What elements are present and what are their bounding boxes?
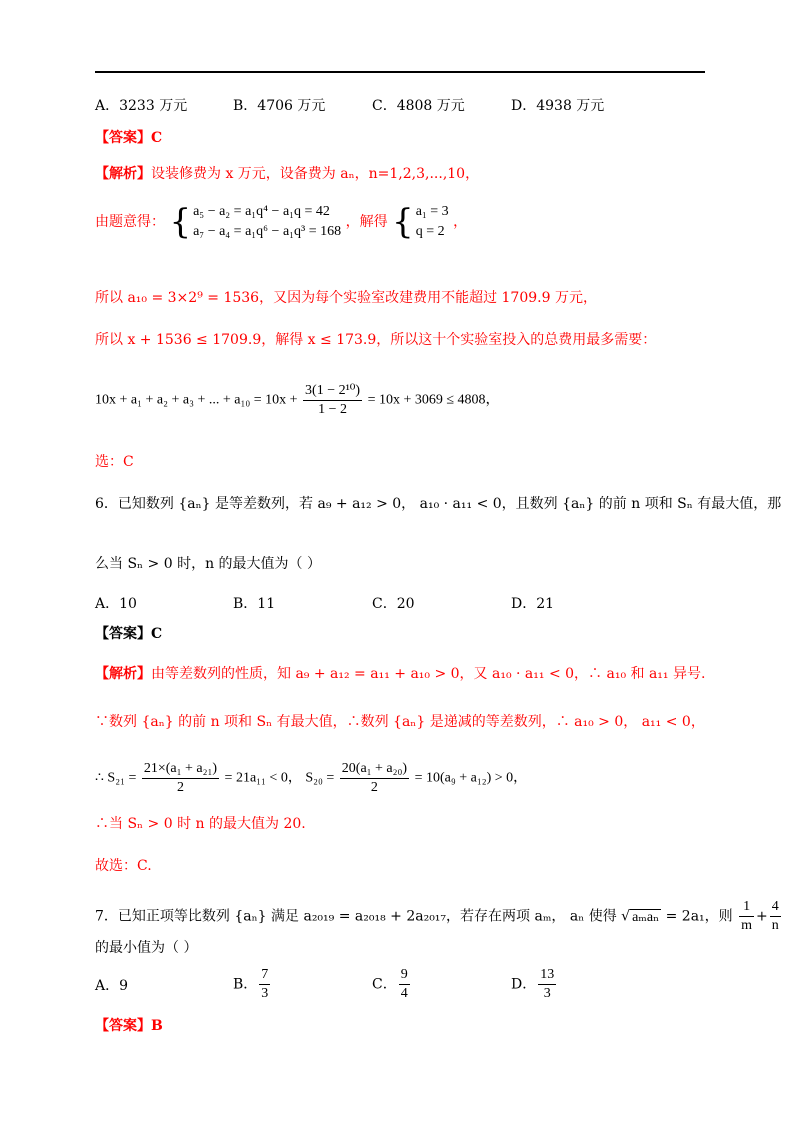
q5-system-2a: a₁ = 3 [415, 204, 449, 219]
fraction-denominator: 1 − 2 [318, 402, 347, 417]
fraction-denominator: 2 [370, 780, 378, 795]
q6-analysis-4: ∴当 Sₙ > 0 时 n 的最大值为 20. [95, 816, 306, 832]
q5-system-1 [193, 202, 341, 242]
q5-system-2b: q = 2 [415, 224, 445, 239]
fraction-numerator: 4 [770, 898, 781, 917]
q6-analysis-3a-post: = 21a₁₁ < 0， [224, 770, 302, 786]
q6-s20-fraction [340, 760, 409, 797]
fraction-numerator: 1 [739, 898, 754, 917]
q7-option-b-fraction [259, 966, 270, 1003]
q7-option-d-fraction [538, 966, 556, 1003]
q5-option-a: A．3233 万元 [95, 98, 188, 114]
fraction-numerator: 13 [538, 966, 556, 985]
q5-option-d: D．4938 万元 [511, 98, 605, 114]
q5-analysis-4: 所以 x + 1536 ≤ 1709.9，解得 x ≤ 173.9，所以这十个实验室投入的总费用最多需要： [95, 332, 657, 348]
q7-stem-1-pre: 7．已知正项等比数列 {aₙ} 满足 a₂₀₁₉ = a₂₀₁₈ + 2a₂₀₁₇，若存在两项 aₘ， aₙ 使得 [95, 908, 617, 925]
q5-option-c: C．4808 万元 [372, 98, 465, 114]
fraction-numerator: 21×(a₁ + a₂₁) [142, 760, 219, 779]
fraction-denominator: 3 [543, 986, 551, 1001]
q5-analysis-5-pre: 10x + a₁ + a₂ + a₃ + ... + a₁₀ = 10x + [95, 392, 298, 408]
q5-system-2 [416, 202, 449, 242]
q7-stem-2: 的最小值为（ ） [95, 940, 198, 956]
q7-option-d [511, 966, 558, 1003]
q7-option-c-fraction [399, 966, 410, 1003]
q5-analysis-2-post: ， [453, 214, 468, 230]
q7-option-a: A．9 [95, 978, 129, 994]
q7-answer: 【答案】B [95, 1018, 163, 1034]
q5-analysis-3: 所以 a₁₀ = 3×2⁹ = 1536，又因为每个实验室改建费用不能超过 1709.9 万元， [95, 290, 597, 306]
q5-analysis-2-mid: ，解得 [345, 214, 388, 230]
q5-system-1a: a₅ − a₂ = a₁q⁴ − a₁q = 42 [193, 204, 330, 219]
q7-stem-1 [95, 898, 783, 935]
q5-analysis-5-post: = 10x + 3069 ≤ 4808， [367, 392, 500, 408]
q6-option-b: B．11 [233, 596, 276, 612]
q6-analysis-3 [95, 760, 527, 797]
q6-stem-2: 么当 Sₙ > 0 时，n 的最大值为（ ） [95, 556, 322, 572]
fraction-denominator: 2 [176, 780, 184, 795]
q7-plus: + [756, 908, 768, 925]
q7-option-b [233, 966, 272, 1003]
q5-system-1b: a₇ − a₄ = a₁q⁶ − a₁q³ = 168 [193, 224, 342, 239]
q5-select: 选：C [95, 454, 134, 470]
fraction-denominator: 3 [261, 986, 269, 1001]
q5-analysis-5 [95, 382, 500, 419]
q6-option-c: C．20 [372, 596, 415, 612]
q5-analysis-1 [95, 164, 479, 184]
q6-answer: 【答案】C [95, 626, 163, 642]
q5-analysis-2-pre: 由题意得： [95, 214, 165, 230]
q5-answer: 【答案】C [95, 130, 163, 146]
left-brace-icon: { [392, 202, 414, 242]
q6-analysis-1 [95, 664, 705, 684]
fraction-denominator: m [741, 918, 753, 933]
q6-s21-fraction [142, 760, 219, 797]
q5-analysis-2 [95, 202, 467, 242]
q7-option-b-label: B． [233, 976, 258, 993]
sqrt-icon: √ [621, 908, 631, 925]
q6-select: 故选：C. [95, 858, 152, 874]
q7-fraction-2 [770, 898, 781, 935]
fraction-numerator: 9 [399, 966, 410, 985]
q7-sqrt-content: aₘaₙ [632, 909, 660, 925]
q5-sum-fraction [303, 382, 362, 419]
q6-analysis-1-text: 由等差数列的性质，知 a₉ + a₁₂ = a₁₁ + a₁₀ > 0，又 a₁₀ · a₁₁ < 0，∴ a₁₀ 和 a₁₁ 异号. [151, 666, 706, 682]
q7-fraction-1 [739, 898, 754, 935]
header-rule [95, 71, 705, 73]
q6-analysis-label: 【解析】 [95, 666, 151, 682]
q7-option-c-label: C． [372, 976, 397, 993]
left-brace-icon: { [169, 202, 192, 242]
q6-analysis-2: ∵数列 {aₙ} 的前 n 项和 Sₙ 有最大值，∴数列 {aₙ} 是递减的等差数列，∴ a₁₀ > 0， a₁₁ < 0， [95, 714, 705, 730]
q6-analysis-3b-pre: S₂₀ = [305, 770, 335, 786]
fraction-numerator: 7 [259, 966, 270, 985]
q6-analysis-3b-post: = 10(a₉ + a₁₂) > 0， [414, 770, 528, 786]
q5-option-b: B．4706 万元 [233, 98, 326, 114]
q7-option-c [372, 966, 412, 1003]
q6-option-d: D．21 [511, 596, 555, 612]
q6-option-a: A．10 [95, 596, 137, 612]
fraction-numerator: 20(a₁ + a₂₀) [340, 760, 409, 779]
q7-stem-1-mid: = 2a₁，则 [665, 908, 733, 925]
q5-analysis-label: 【解析】 [95, 166, 151, 182]
q7-option-d-label: D． [511, 976, 537, 993]
q6-analysis-3a-pre: ∴ S₂₁ = [95, 770, 137, 786]
q5-analysis-1-text: 设装修费为 x 万元，设备费为 aₙ，n=1,2,3,...,10， [151, 166, 480, 182]
fraction-denominator: 4 [400, 986, 408, 1001]
fraction-numerator: 3(1 − 2¹⁰) [303, 382, 362, 401]
q6-stem-1: 6．已知数列 {aₙ} 是等差数列，若 a₉ + a₁₂ > 0， a₁₀ · a₁₁ < 0，且数列 {aₙ} 的前 n 项和 Sₙ 有最大值，那 [95, 496, 782, 512]
fraction-denominator: n [771, 918, 779, 933]
